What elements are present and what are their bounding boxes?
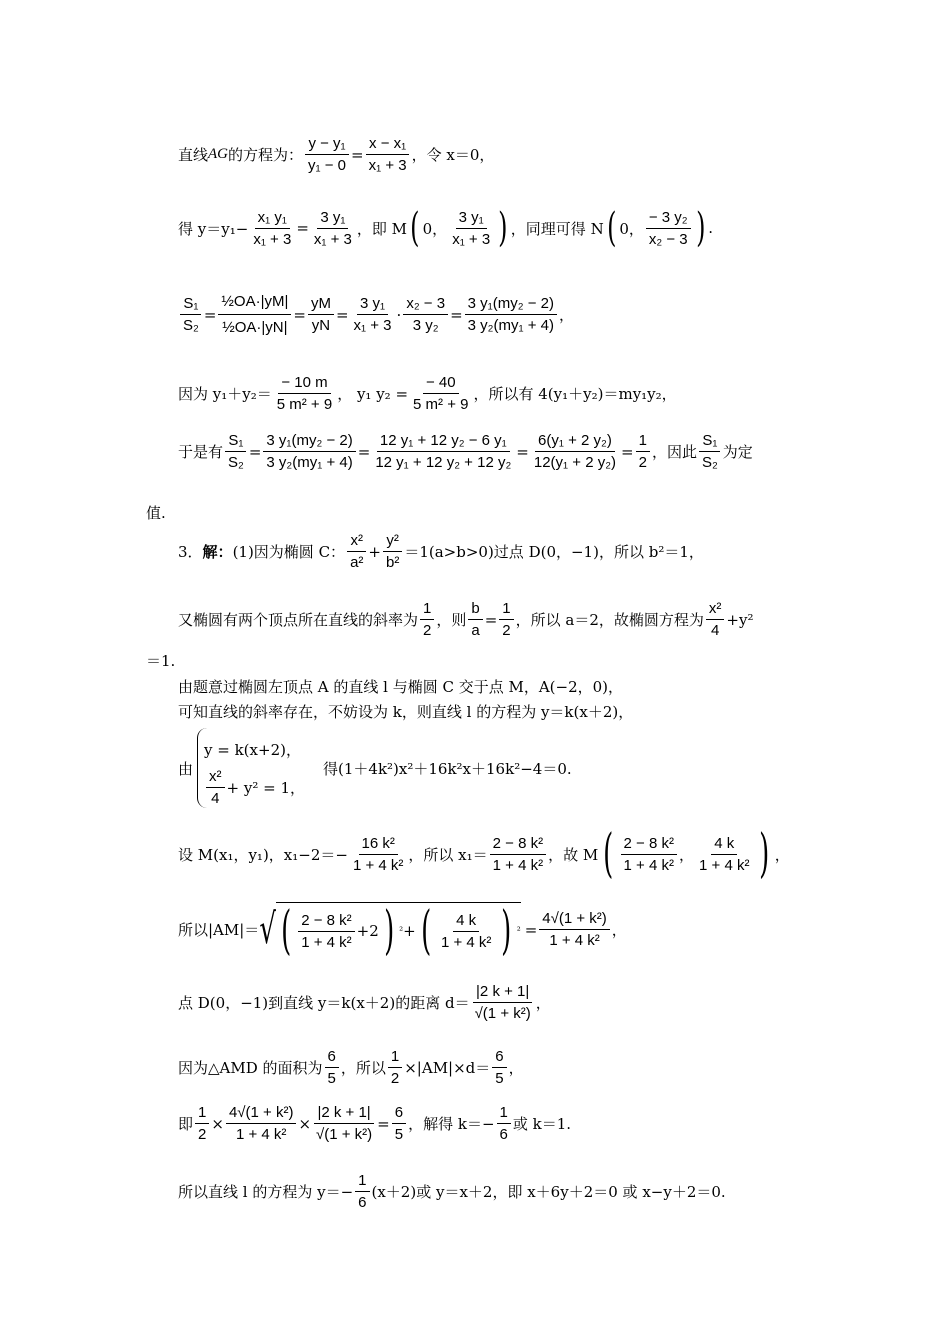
fraction: $\frac{1}{6}$ xyxy=(497,1104,511,1143)
fraction: $\frac{1}{2}$ xyxy=(420,600,434,639)
text: 0， xyxy=(619,219,644,238)
text: 即 xyxy=(178,1115,194,1133)
fraction: $\frac{\text{x²}}{\text{a²}}$ xyxy=(347,532,366,571)
fraction: $\frac{\text{S₁}}{\text{S₂}}$ xyxy=(180,295,202,334)
text: ，则 xyxy=(436,611,467,629)
text: 的方程为： xyxy=(228,146,304,164)
text: 点 D(0，−1)到直线 y＝k(x＋2)的距离 d＝ xyxy=(178,994,470,1012)
fraction: $\frac{\text{3 y₁}}{\text{x₁ + 3}}$ xyxy=(313,208,352,248)
text: = xyxy=(377,1114,390,1133)
fraction: $\frac{- 40}{\text{5 m² + 9}}$ xyxy=(413,374,469,413)
line-problem-3 xyxy=(178,532,704,571)
text: ，令 x＝0， xyxy=(411,146,495,164)
line-slope xyxy=(178,701,633,722)
fraction: $\frac{\text{3 y₁(my₂ − 2)}}{\text{3 y₂(my₁ + 4)}}$ xyxy=(263,432,355,471)
equation-system: y = k(x+2)， $\frac{\text{x²}}{4}$ + y² = 1， xyxy=(197,728,311,808)
text: 又椭圆有两个顶点所在直线的斜率为 xyxy=(178,611,419,629)
solution-label: 解： xyxy=(202,543,233,561)
text: 为定 xyxy=(722,443,753,461)
fraction: $\frac{|2 k + 1|}{\text{√(1 + k²)}}$ xyxy=(316,1104,373,1143)
text: ，同理可得 N xyxy=(510,219,604,238)
fraction: $\frac{1}{6}$ xyxy=(355,1172,369,1211)
fraction: $\frac{|2 k + 1|}{\text{√(1 + k²)}}$ xyxy=(474,983,531,1022)
fraction: $\frac{\text{4√(1 + k²)}}{\text{1 + 4 k²}}$ xyxy=(226,1104,297,1143)
fraction: $\frac{6}{5}$ xyxy=(492,1048,506,1087)
text: 0， xyxy=(422,219,448,238)
text: (1)因为椭圆 C： xyxy=(232,543,346,561)
text: 于是有 xyxy=(178,443,224,461)
fraction: $\frac{\text{S₁}}{\text{S₂}}$ xyxy=(699,432,721,471)
fraction: $\frac{\text{x₁ y₁}}{\text{x₁ + 3}}$ xyxy=(253,208,292,248)
fraction: $\frac{yM}{yN}$ xyxy=(308,295,334,334)
fraction: $\frac{- 10 m}{\text{5 m² + 9}}$ xyxy=(276,374,333,413)
fraction: $\frac{\text{x − x₁}}{\text{x₁ + 3}}$ xyxy=(366,135,410,174)
text: ， xyxy=(679,845,695,864)
fraction: $\frac{\text{− 3 y₂}}{\text{x₂ − 3}}$ xyxy=(646,209,691,248)
text: ，即 M xyxy=(356,219,408,238)
text: ＝1. xyxy=(146,652,176,670)
fraction: $\frac{\text{4√(1 + k²)}}{\text{1 + 4 k²}}$ xyxy=(539,910,610,949)
line-point-m: 设 M(x₁，y₁)，x₁−2＝− $\frac{\text{16 k²}}{\text{1 + 4 k²}}$ ，所以 x₁＝ $\frac{\text{2 − 8 k²}}{\text{1 + 4 k²}}$ ，故 M ( $\frac{\text{2 − 8 k²}}{\text{1 + 4 k²}}$ ， $\frac{4 k}{\text{1 + 4 k²}}$ ) ， xyxy=(178,824,790,884)
text: 由 xyxy=(178,759,194,778)
text: = xyxy=(524,920,538,939)
text: 因为△AMD 的面积为 xyxy=(178,1059,323,1077)
line-vieta xyxy=(178,374,677,413)
text: 因为 y₁＋y₂＝ xyxy=(178,385,272,403)
sqrt: √ ( $\frac{\text{2 − 8 k²}}{\text{1 + 4 k²}}$ +2 ) ² + ( $\frac{4 k}{\text{1 + 4 k²}}$ ) ² xyxy=(259,901,521,961)
line-final xyxy=(178,1172,726,1211)
text: ， xyxy=(558,306,574,324)
fraction: $\frac{\text{3 y₁}}{\text{x₁ + 3}}$ xyxy=(353,295,392,334)
text: × xyxy=(211,1114,224,1133)
text: + xyxy=(368,542,381,561)
text: (x＋2)或 y＝x＋2，即 x＋6y＋2＝0 或 x−y＋2＝0. xyxy=(371,1183,726,1201)
fraction: $\frac{1}{2}$ xyxy=(499,600,513,639)
fraction: $\frac{\text{x₂ − 3}}{\text{3 y₂}}$ xyxy=(403,295,448,334)
text: ， xyxy=(774,845,790,864)
fraction: $\frac{1}{2}$ xyxy=(388,1048,402,1087)
fraction: $\frac{4 k}{\text{1 + 4 k²}}$ xyxy=(699,834,750,874)
fraction: $\frac{\text{½OA·|yM|}}{\text{½OA·|yN|}}$ xyxy=(218,285,291,344)
fraction: $\frac{\text{2 − 8 k²}}{\text{1 + 4 k²}}$ xyxy=(621,835,677,874)
text: ×|AM|×d＝ xyxy=(404,1059,491,1077)
text: +y² xyxy=(726,610,754,629)
text: . xyxy=(708,219,714,237)
line-eq-1 xyxy=(146,650,175,671)
line-distance xyxy=(178,983,551,1022)
fraction: $\frac{\text{2 − 8 k²}}{\text{1 + 4 k²}}$ xyxy=(490,835,546,874)
text: ， xyxy=(508,1059,524,1077)
fraction: $\frac{\text{x²}}{4}$ xyxy=(706,600,725,639)
text: ，所以有 4(y₁＋y₂)＝my₁y₂， xyxy=(473,385,677,403)
text: ，所以 a＝2，故椭圆方程为 xyxy=(515,611,704,629)
line-ag-equation xyxy=(178,135,494,174)
text: AG xyxy=(208,146,229,162)
text: 可知直线的斜率存在，不妨设为 k，则直线 l 的方程为 y＝k(x＋2)， xyxy=(178,703,634,721)
line-system xyxy=(178,728,572,808)
text: ，所以 xyxy=(340,1059,386,1077)
line-area-ratio: $\frac{\text{S₁}}{\text{S₂}}$ = $\frac{\text{½OA·|yM|}}{\text{½OA·|yN|}}$ = $\frac{yM}{yN}$ = $\frac{\text{3 y₁}}{\text{x₁ + 3}}$ · $\frac{\text{x₂ − 3}}{\text{3 y₂}}$ = $\frac{\text{3 y₁(my₂ − 2)}}{\text{3 y₂(my₁ + 4)}}$ ， xyxy=(178,285,574,344)
text: 得(1＋4k²)x²＋16k²x＋16k²−4＝0. xyxy=(323,759,572,778)
text: 所以|AM|＝ xyxy=(178,921,260,939)
text: ， y₁ y₂ = xyxy=(337,385,409,403)
text: ，解得 k＝− xyxy=(408,1115,495,1133)
text: 由题意过椭圆左顶点 A 的直线 l 与椭圆 C 交于点 M，A(−2，0)， xyxy=(178,678,624,696)
line-therefore: 于是有 $\frac{\text{S₁}}{\text{S₂}}$ = $\frac{\text{3 y₁(my₂ − 2)}}{\text{3 y₂(my₁ + 4)}}$ = $\frac{\text{12 y₁ + 12 y₂ − 6 y₁}}{\text{12 y₁ + 12 y₂ + 12 y₂}}$ = $\frac{\text{6(y₁ + 2 y₂)}}{\text{12(y₁ + 2 y₂)}}$ = $\frac{1}{2}$ ，因此 $\frac{\text{S₁}}{\text{S₂}}$ 为定 xyxy=(178,432,753,471)
fraction: $\frac{\text{12 y₁ + 12 y₂ − 6 y₁}}{\text{12 y₁ + 12 y₂ + 12 y₂}}$ xyxy=(375,432,512,471)
text: ，所以 x₁＝ xyxy=(408,845,488,864)
line-value xyxy=(146,502,166,523)
text: = xyxy=(484,610,498,629)
fraction: $\frac{\text{6(y₁ + 2 y₂)}}{\text{12(y₁ + 2 y₂)}}$ xyxy=(533,432,617,471)
fraction: $\frac{\text{y²}}{\text{b²}}$ xyxy=(383,532,402,571)
line-ellipse-eq xyxy=(178,600,753,639)
text: 或 k＝1. xyxy=(512,1115,572,1133)
text: ，因此 xyxy=(651,443,697,461)
text: ， xyxy=(611,921,627,939)
text: = xyxy=(351,145,364,164)
fraction: $\frac{\text{S₁}}{\text{S₂}}$ xyxy=(225,432,247,471)
text: 所以直线 l 的方程为 y＝− xyxy=(178,1183,354,1201)
text: ， xyxy=(535,994,551,1012)
text: = xyxy=(296,219,309,237)
fraction: $\frac{6}{5}$ xyxy=(325,1048,339,1087)
fraction: $\frac{\text{3 y₁}}{\text{x₁ + 3}}$ xyxy=(452,208,491,248)
fraction: $\frac{6}{5}$ xyxy=(392,1104,406,1143)
text: 设 M(x₁，y₁)，x₁−2＝− xyxy=(178,845,348,864)
fraction: $\frac{\text{3 y₁(my₂ − 2)}}{\text{3 y₂(my₁ + 4)}}$ xyxy=(465,295,557,334)
text: · xyxy=(396,305,402,324)
fraction: $\frac{1}{2}$ xyxy=(195,1104,209,1143)
fraction: $\frac{1}{2}$ xyxy=(636,432,650,471)
line-am-length xyxy=(178,901,627,961)
line-intersect xyxy=(178,676,623,697)
line-get-y: 得 y＝y₁− $\frac{\text{x₁ y₁}}{\text{x₁ + 3}}$ = $\frac{\text{3 y₁}}{\text{x₁ + 3}}$ ，即 M ( 0， $\frac{\text{3 y₁}}{\text{x₁ + 3}}$ ) ，同理可得 N ( 0， $\frac{\text{− 3 y₂}}{\text{x₂ − 3}}$ ) . xyxy=(178,205,714,251)
line-area xyxy=(178,1048,524,1087)
text: × xyxy=(298,1114,312,1133)
fraction: $\frac{\text{y − y₁}}{\text{y₁ − 0}}$ xyxy=(305,135,349,174)
fraction: $\frac{b}{a}$ xyxy=(468,600,482,639)
line-solve-k xyxy=(178,1104,571,1143)
text: 直线 xyxy=(178,146,209,164)
fraction: $\frac{\text{16 k²}}{\text{1 + 4 k²}}$ xyxy=(352,834,404,874)
problem-number: 3． xyxy=(178,543,203,561)
text: ＝1(a>b>0)过点 D(0，−1)，所以 b²＝1， xyxy=(404,543,704,561)
text: 得 y＝y₁− xyxy=(178,219,249,238)
text: 值. xyxy=(146,504,166,522)
text: ，故 M xyxy=(548,845,599,864)
